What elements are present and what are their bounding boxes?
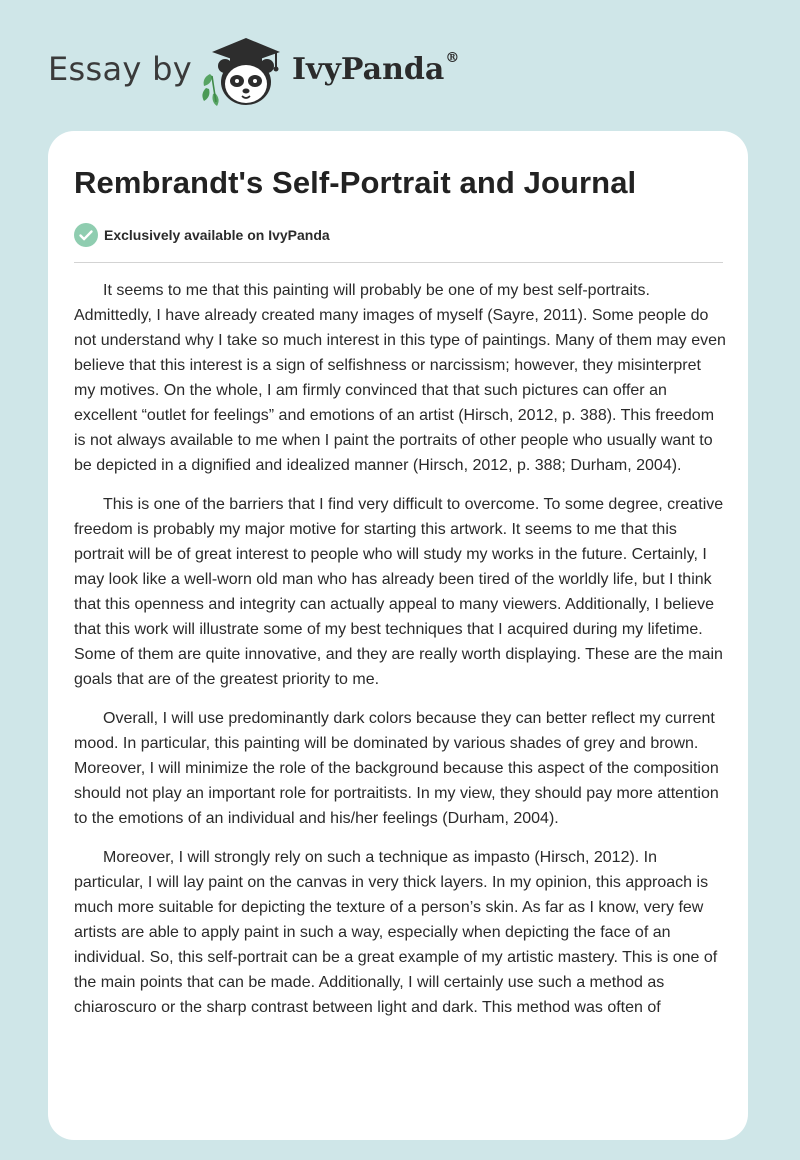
essay-body <box>74 278 726 1034</box>
paragraph: This is one of the barriers that I find very difficult to overcome. To some degree, creative freedom is probably my major motive for starting this artwork. It seems to me that this portrait will be of great interest to people who will study my works in the future. Certainly, I may look like a well-worn old man who has already been tired of the worldly life, but I think that this openness and integrity can actually appeal to many viewers. Additionally, I believe that this work will illustrate some of my best techniques that I acquired during my lifetime. Some of them are quite innovative, and they are really worth displaying. These are the main goals that are of the greatest priority to me. <box>74 496 724 688</box>
title-divider <box>74 262 723 263</box>
paragraph: Overall, I will use predominantly dark colors because they can better reflect my current mood. In particular, this painting will be dominated by various shades of grey and brown. Moreover, I will minimize the role of the background because this aspect of the composition should not play an important role for portraitists. In my view, they should pay more attention to the emotions of an individual and his/her feelings (Durham, 2004). <box>74 710 719 827</box>
site-header <box>0 0 800 120</box>
page-title: Rembrandt's Self-Portrait and Journal <box>74 165 637 200</box>
panda-graduation-cap-icon[interactable] <box>200 34 282 110</box>
essay-card <box>48 131 748 1140</box>
brand-prefix: Essay by <box>48 50 192 88</box>
trademark-mark: ® <box>445 50 460 66</box>
brand-name[interactable]: IvyPanda® <box>292 50 460 87</box>
exclusive-badge-label: Exclusively available on IvyPanda <box>104 227 330 243</box>
exclusive-badge <box>74 223 330 247</box>
paragraph: Moreover, I will strongly rely on such a technique as impasto (Hirsch, 2012). In particular, I will lay paint on the canvas in very thick layers. In my opinion, this approach is much more suitable for depicting the texture of a person’s skin. As far as I know, very few artists are able to apply paint in such a way, especially when depicting the face of an individual. So, this self-portrait can be a great example of my artistic mastery. This is one of the main points that can be made. Additionally, I will certainly use such a method as chiaroscuro or the sharp contrast between light and dark. This method was often of <box>74 849 718 1016</box>
check-circle-icon <box>74 223 98 247</box>
paragraph: It seems to me that this painting will probably be one of my best self-portraits. Admittedly, I have already created many images of myself (Sayre, 2011). Some people do not understand why I take so much interest in this type of paintings. Many of them may even believe that this interest is a sign of selfishness or narcissism; however, they misinterpret my motives. On the whole, I am firmly convinced that that such pictures can offer an excellent “outlet for feelings” and emotions of an artist (Hirsch, 2012, p. 388). This freedom is not always available to me when I paint the portraits of other people who usually want to be depicted in a dignified and idealized manner (Hirsch, 2012, p. 388; Durham, 2004). <box>74 282 726 474</box>
